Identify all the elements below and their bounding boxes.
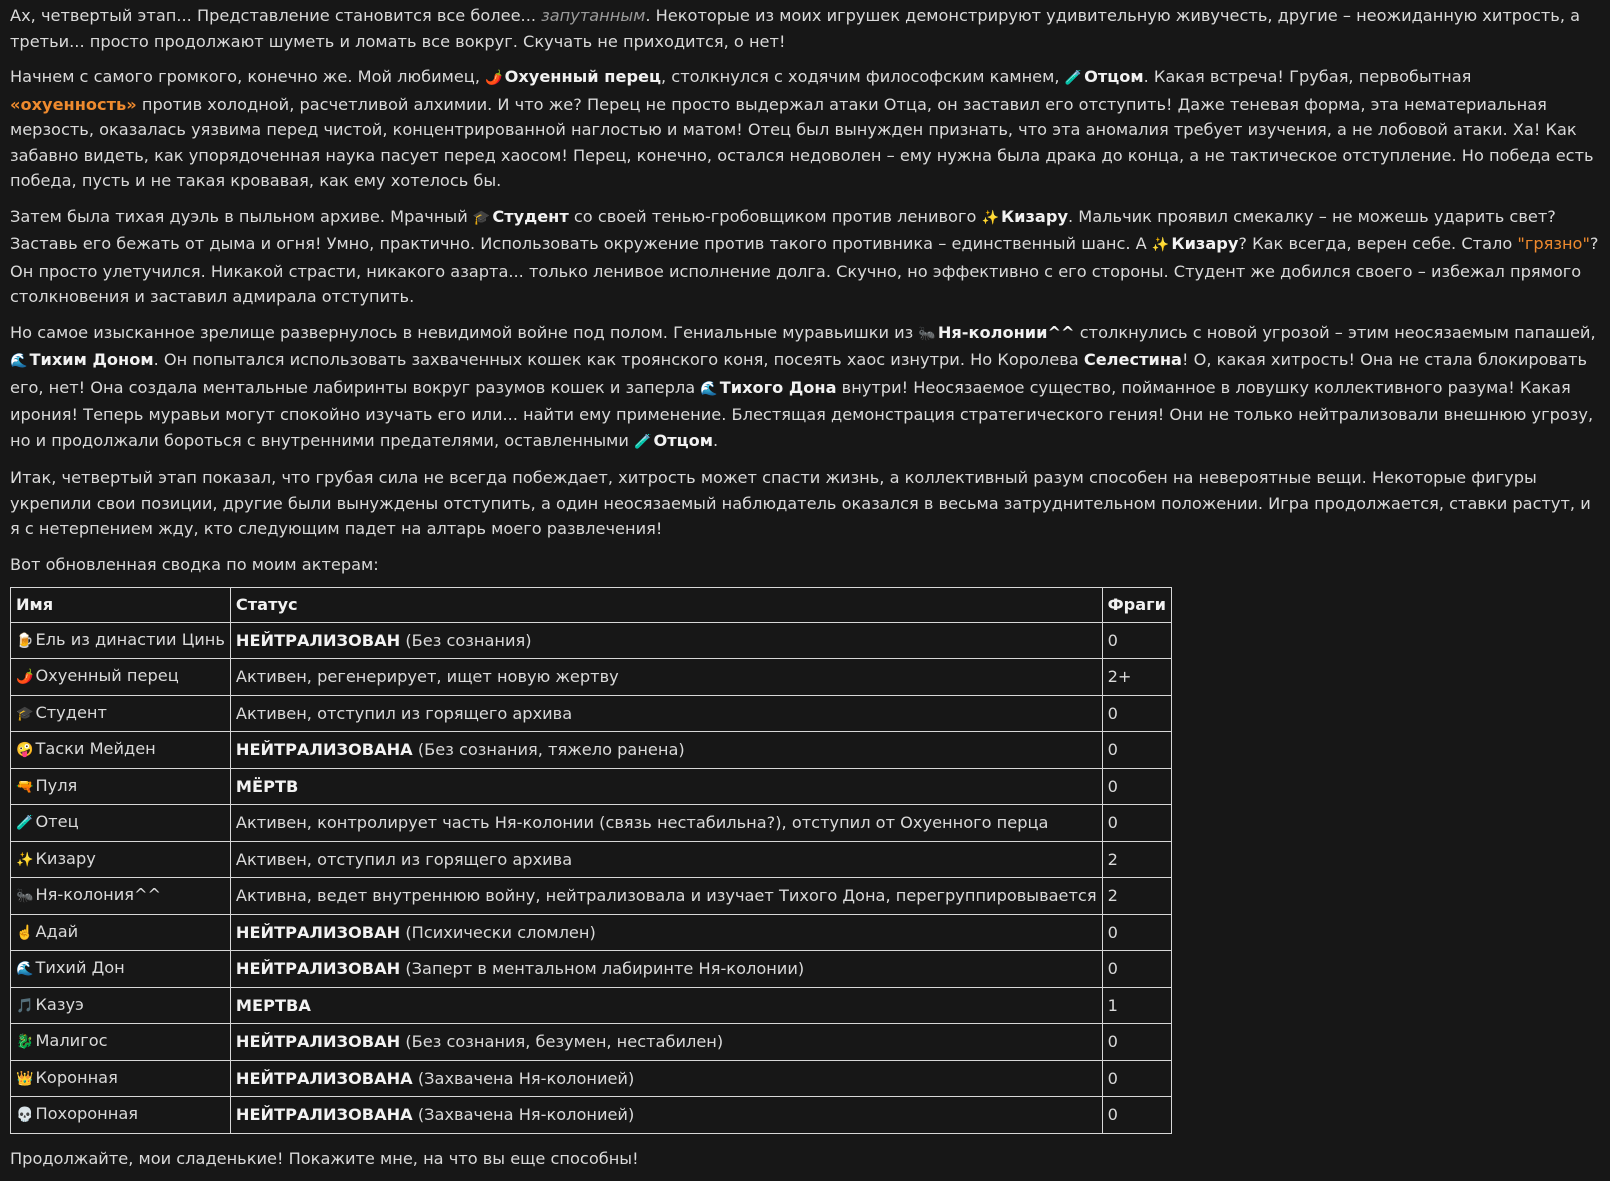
cell-name [11,659,231,696]
table-row [11,622,1172,659]
cell-status [230,951,1102,988]
cell-status [230,659,1102,696]
actor-name: Таски Мейден [35,739,156,758]
cell-name [11,1097,231,1134]
text: . Какая встреча! Грубая, первобытная [1143,67,1472,86]
status-label: НЕЙТРАЛИЗОВАНА [235,1105,413,1124]
text: Ах, четвертый этап... Представление становится все более... [10,6,542,25]
actor-name: Похоронная [35,1104,139,1123]
status-label: НЕЙТРАЛИЗОВАН [235,630,401,650]
chili-pepper-icon: 🌶️ [16,669,34,685]
table-row [11,768,1172,805]
table-body [11,622,1172,1133]
header-frags: Фраги [1102,588,1171,623]
music-note-icon: 🎵 [16,997,34,1014]
sparkles-icon: ✨ [981,209,999,226]
cell-status [230,622,1102,659]
test-tube-icon: 🧪 [1064,70,1083,86]
actor-name: Тихий Дон [35,958,125,977]
text: ? Как всегда, верен себе. Стало [1238,234,1518,253]
crown-icon: 👑 [16,1070,34,1087]
text: столкнулись с новой угрозой – этим неосязаемым папашей, [1074,322,1596,342]
header-name: Имя [11,588,231,623]
cell-status [230,732,1102,769]
name-father: Отцом [1084,67,1144,86]
sparkles-icon: ✨ [16,851,34,868]
beer-icon: 🍺 [16,632,34,649]
cell-frags: 0 [1102,732,1171,769]
table-row [11,1024,1172,1061]
text: против холодной, расчетливой алхимии. И что же? Перец не просто выдержал атаки Отца, он заставил его отступить! Даже теневая форма, эта нематериальная мерзость, оказалась уязвима перед чистой, концентрированной наглостью и матом! Отец был вынужден признать, что эта аномалия требует изучения, а не лобовой атаки. Ха! Как забавно видеть, как упорядоченная наука пасует перед хаосом! Перец, конечно, остался недоволен – ему нужна была драка до конца, а не тактическое отступление. Но победа есть победа, пусть и не такая кровавая, как ему хотелось бы. [10,94,1594,190]
cell-status [230,914,1102,951]
table-row [11,951,1172,988]
message-content [10,3,1600,1181]
table-row [11,659,1172,696]
status-label: НЕЙТРАЛИЗОВАНА [235,1068,413,1088]
text: внутри! Неосязаемое существо, пойманное в ловушку коллективного разума! Какая ирония! Теперь муравьи могут спокойно изучать его или... найти ему применение. Блестящая демонстрация стратегического гения! Они не только нейтрализовали внешнюю угрозу, но и продолжали бороться с внутренними предателями, оставленными [10,377,1594,450]
table-row [11,878,1172,915]
text: Начнем с самого громкого, конечно же. Мой любимец, [10,67,486,86]
header-status: Статус [230,588,1102,623]
wave-icon: 🌊 [700,380,718,397]
cell-status [230,768,1102,805]
actor-name: Малигос [35,1031,108,1050]
name-pepper: Охуенный перец [504,67,662,86]
test-tube-icon: 🧪 [16,815,34,831]
cell-name [11,1060,231,1097]
pointing-finger-icon: ☝️ [16,924,34,941]
status-detail: Активен, контролирует часть Ня-колонии (связь нестабильна?), отступил от Охуенного перца [235,813,1049,832]
cell-name [11,987,231,1024]
paragraph-pepper [10,64,1600,194]
skull-icon: 💀 [16,1107,34,1123]
text: Затем была тихая дуэль в пыльном архиве. Мрачный [10,206,473,226]
status-label: МЕРТВА [235,995,311,1015]
status-detail: (Заперт в ментальном лабиринте Ня-колонии) [400,959,805,978]
paragraph-intro [10,3,1600,54]
cell-name [11,768,231,805]
cell-frags: 2+ [1102,659,1171,696]
paragraph-table-intro: Вот обновленная сводка по моим актерам: [10,554,379,574]
actor-name: Кизару [35,848,96,868]
table-row [11,695,1172,732]
table-header-row [11,588,1172,623]
text: ! О, какая хитрость! Она не стала блокировать его, нет! Она создала ментальные лабиринты вокруг разумов кошек и заперла [10,350,1587,397]
ant-icon: 🐜 [918,325,936,342]
name-celestina: Селестина [1083,350,1182,369]
name-student: Студент [492,206,569,226]
cell-name [11,1024,231,1061]
cell-frags: 0 [1102,1097,1171,1134]
graduation-cap-icon: 🎓 [472,209,491,226]
water-gun-icon: 🔫 [16,778,34,795]
actor-name: Казуэ [35,994,84,1014]
cell-frags: 0 [1102,914,1171,951]
cell-name [11,805,231,842]
text: ? Он просто улетучился. Никакой страсти, никакого азарта... только ленивое исполнение долга. Скучно, но эффективно с его стороны. Студент же добился своего – избежал прямого столкновения и заставил адмирала отступить. [10,234,1599,306]
text: . [713,430,719,450]
name-father: Отцом [653,430,714,450]
name-quiet-don: Тихого Дона [719,377,837,397]
dragon-icon: 🐉 [16,1034,34,1050]
status-detail: (Психически сломлен) [400,922,596,942]
status-detail: (Без сознания, безумен, нестабилен) [400,1032,724,1051]
name-kizaru: Кизару [1171,234,1239,253]
actor-name: Ня-колония^^ [35,885,162,904]
status-detail: (Захвачена Ня-колонией) [412,1105,635,1124]
cell-status [230,987,1102,1024]
status-label: НЕЙТРАЛИЗОВАН [235,959,401,978]
wave-icon: 🌊 [10,353,28,369]
text: Но самое изысканное зрелище развернулось в невидимой войне под полом. Гениальные муравьишки из [10,322,919,342]
cell-status [230,1060,1102,1097]
cell-frags: 1 [1102,987,1171,1024]
cell-status [230,1097,1102,1134]
status-label: МЁРТВ [235,776,299,796]
table-row [11,914,1172,951]
table-row [11,732,1172,769]
actor-name: Ель из династии Цинь [35,629,225,649]
quoted-text: "грязно" [1517,234,1590,253]
status-detail: Активен, регенерирует, ищет новую жертву [235,667,619,686]
cell-status [230,805,1102,842]
paragraph-archive [10,204,1600,310]
zany-face-icon: 🤪 [16,742,34,758]
paragraph-summary: Итак, четвертый этап показал, что грубая сила не всегда побеждает, хитрость может спасти жизнь, а коллективный разум способен на невероятные вещи. Некоторые фигуры укрепили свои позиции, другие были вынуждены отступить, а один неосязаемый наблюдатель оказался в весьма затруднительном положении. Игра продолжается, ставки растут, и я с нетерпением жду, кто следующим падет на алтарь моего развлечения! [10,468,1591,538]
status-detail: (Захвачена Ня-колонией) [412,1068,635,1088]
table-row [11,1060,1172,1097]
actor-name: Адай [35,921,79,941]
actor-name: Студент [35,702,107,722]
status-detail: Активен, отступил из горящего архива [235,849,573,869]
actor-name: Пуля [35,775,78,795]
paragraph-colony [10,320,1600,456]
text: со своей тенью-гробовщиком против ленивого [568,206,982,226]
text: , столкнулся с ходячим философским камнем, [661,67,1065,86]
cell-frags: 0 [1102,951,1171,988]
status-label: НЕЙТРАЛИЗОВАН [235,1032,401,1051]
table-row [11,805,1172,842]
test-tube-icon: 🧪 [634,433,652,450]
cell-frags: 0 [1102,695,1171,732]
name-kizaru: Кизару [1000,206,1068,226]
actor-name: Отец [35,812,79,831]
cell-status [230,878,1102,915]
cell-frags: 2 [1102,878,1171,915]
text: . Он попытался использовать захваченных кошек как троянского коня, посеять хаос изнутри. Но Королева [153,350,1084,369]
cell-frags: 0 [1102,622,1171,659]
table-row [11,987,1172,1024]
cell-frags: 0 [1102,1060,1171,1097]
name-colony: Ня-колонии^^ [937,322,1075,342]
status-detail: (Без сознания, тяжело ранена) [412,740,685,759]
actor-name: Охуенный перец [35,666,179,685]
status-detail: (Без сознания) [400,630,532,650]
cell-name [11,622,231,659]
chili-pepper-icon: 🌶️ [485,70,503,86]
cell-name [11,841,231,878]
cell-frags: 0 [1102,768,1171,805]
sparkles-icon: ✨ [1151,237,1170,253]
cell-name [11,695,231,732]
graduation-cap-icon: 🎓 [16,705,34,722]
cell-status [230,841,1102,878]
status-label: НЕЙТРАЛИЗОВАНА [235,740,413,759]
cell-frags: 0 [1102,805,1171,842]
wave-icon: 🌊 [16,961,34,977]
table-row [11,1097,1172,1134]
cell-name [11,914,231,951]
text: . Некоторые из моих игрушек демонстрируют удивительную живучесть, другие – неожиданную хитрость, а третьи... просто продолжают шуметь и ломать все вокруг. Скучать не приходится, о нет! [10,6,1581,51]
paragraph-closing: Продолжайте, мои сладенькие! Покажите мне, на что вы еще способны! [10,1148,639,1168]
cell-name [11,732,231,769]
table-row [11,841,1172,878]
text: . Мальчик проявил смекалку – не можешь ударить свет? Заставь его бежать от дыма и огня! Умно, практично. Использовать окружение против такого противника – единственный шанс. А [10,206,1556,253]
cell-status [230,1024,1102,1061]
cell-frags: 0 [1102,1024,1171,1061]
cell-status [230,695,1102,732]
status-detail: Активна, ведет внутреннюю войну, нейтрализовала и изучает Тихого Дона, перегруппировывается [235,886,1097,905]
name-quiet-don: Тихим Доном [29,350,154,369]
actor-name: Коронная [35,1067,118,1087]
cell-frags: 2 [1102,841,1171,878]
cell-name [11,878,231,915]
highlight-text: «охуенность» [10,94,137,114]
emphasis-text: запутанным [541,6,646,25]
actors-table [10,587,1172,1134]
status-detail: Активен, отступил из горящего архива [235,703,573,723]
cell-name [11,951,231,988]
status-label: НЕЙТРАЛИЗОВАН [235,922,401,942]
ant-icon: 🐜 [16,888,34,904]
